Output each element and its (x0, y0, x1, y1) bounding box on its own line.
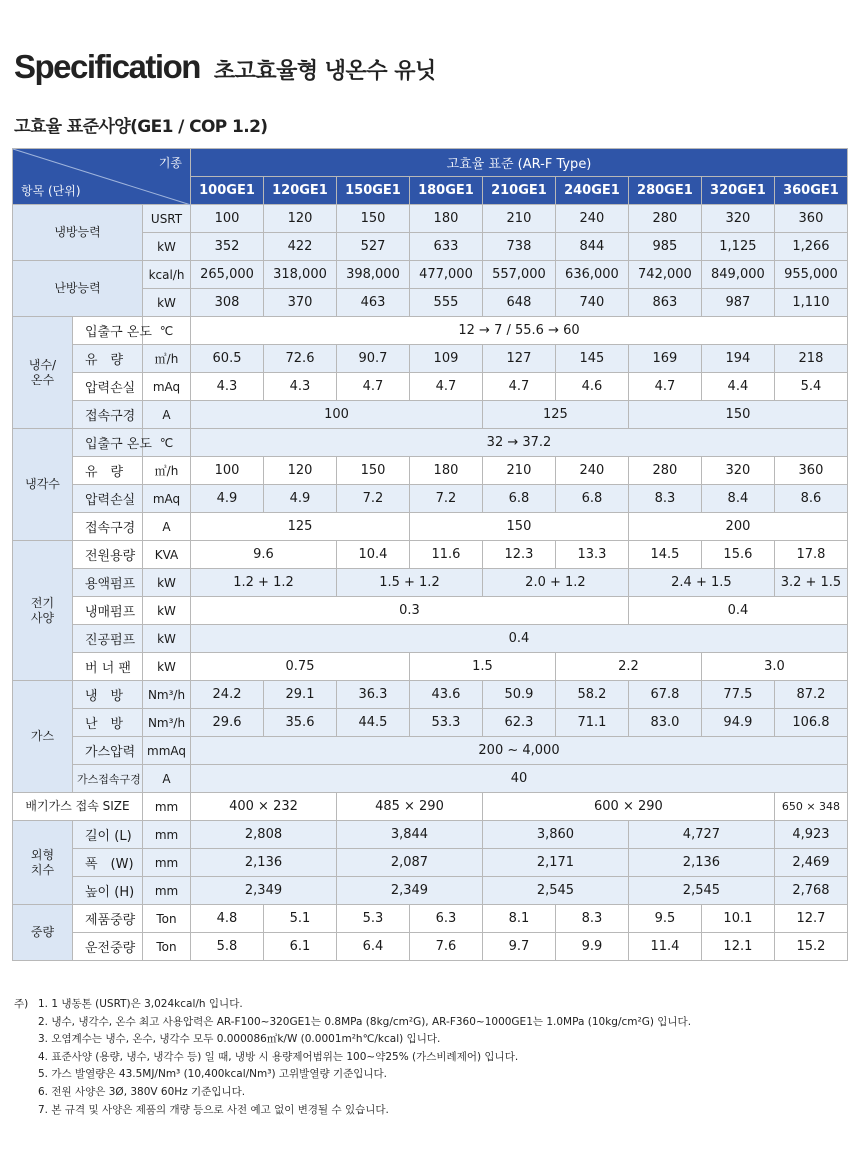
value-cell: 169 (628, 345, 701, 373)
chilled-conn-row (13, 401, 848, 429)
chilled-flow-row (13, 345, 848, 373)
cw-conn-row (13, 513, 848, 541)
value-cell: 100 (191, 457, 264, 485)
unit-cell: Nm³/h (143, 709, 191, 737)
cw-temp-row (13, 429, 848, 457)
value-cell: 87.2 (774, 681, 847, 709)
value-cell: 863 (628, 289, 701, 317)
unit-cell: kW (143, 625, 191, 653)
value-cell: 4.3 (191, 373, 264, 401)
value-cell: 1,266 (774, 233, 847, 261)
value-cell: 77.5 (701, 681, 774, 709)
cw-loss-row (13, 485, 848, 513)
value-cell: 4.7 (409, 373, 482, 401)
value-cell: 6.8 (482, 485, 555, 513)
footnote-list (38, 996, 691, 1119)
value-cell: 4.9 (191, 485, 264, 513)
row-name: 전원용량 (73, 541, 143, 569)
value-cell: 127 (482, 345, 555, 373)
row-name: 높이 (H) (73, 877, 143, 905)
unit-cell: mm (143, 793, 191, 821)
value-cell: 125 (191, 513, 410, 541)
value-cell: 4,923 (774, 821, 847, 849)
value-cell: 4.7 (336, 373, 409, 401)
footnote-item: 6. 전원 사양은 3Ø, 380V 60Hz 기준입니다. (38, 1085, 246, 1098)
electric-spec-label: 전기 사양 (13, 541, 73, 681)
unit-cell: Ton (143, 905, 191, 933)
value-cell: 8.1 (482, 905, 555, 933)
value-cell: 2,768 (774, 877, 847, 905)
value-cell: 14.5 (628, 541, 701, 569)
value-cell: 218 (774, 345, 847, 373)
footnote-item: 2. 냉수, 냉각수, 온수 최고 사용압력은 AR-F100~320GE1는 0.8MPa (8kg/cm²G), AR-F360~1000GE1는 1.0MPa (10kg/cm²G) 입니다. (38, 1015, 692, 1028)
value-cell: 2,171 (482, 849, 628, 877)
weight-label: 중량 (13, 905, 73, 961)
unit-cell: ㎥/h (143, 345, 191, 373)
value-cell: 2,087 (336, 849, 482, 877)
value-cell: 150 (336, 457, 409, 485)
value-cell: 985 (628, 233, 701, 261)
value-cell: 318,000 (264, 261, 337, 289)
value-cell: 422 (264, 233, 337, 261)
exhaust-row (13, 793, 848, 821)
value-cell: 60.5 (191, 345, 264, 373)
row-name: 난 방 (73, 709, 143, 737)
value-cell: 7.6 (409, 933, 482, 961)
value-cell: 360 (774, 457, 847, 485)
row-name: 가스접속구경 (73, 765, 143, 793)
unit-cell: kW (143, 569, 191, 597)
value-cell: 72.6 (264, 345, 337, 373)
value-cell: 15.2 (774, 933, 847, 961)
unit-cell: mAq (143, 485, 191, 513)
model-header: 280GE1 (628, 177, 701, 205)
value-cell: 11.4 (628, 933, 701, 961)
value-cell: 636,000 (555, 261, 628, 289)
type-header: 고효율 표준 (AR-F Type) (191, 149, 848, 177)
value-cell: 5.8 (191, 933, 264, 961)
value-cell: 7.2 (409, 485, 482, 513)
row-name: 압력손실 (73, 485, 143, 513)
section-subtitle: 고효율 표준사양(GE1 / COP 1.2) (14, 117, 268, 137)
value-cell: 36.3 (336, 681, 409, 709)
value-cell: 15.6 (701, 541, 774, 569)
value-cell: 1.5 (409, 653, 555, 681)
value-cell: 90.7 (336, 345, 409, 373)
unit-cell: A (143, 401, 191, 429)
value-cell: 557,000 (482, 261, 555, 289)
value-cell: 3.2 + 1.5 (774, 569, 847, 597)
value-cell: 849,000 (701, 261, 774, 289)
value-cell: 71.1 (555, 709, 628, 737)
value-cell: 109 (409, 345, 482, 373)
value-cell: 8.3 (555, 905, 628, 933)
value-cell: 2,545 (482, 877, 628, 905)
title-korean: 초고효율형 냉온수 유닛 (213, 59, 436, 84)
value-cell: 29.6 (191, 709, 264, 737)
value-cell: 352 (191, 233, 264, 261)
unit-cell: mm (143, 849, 191, 877)
value-cell: 94.9 (701, 709, 774, 737)
value-cell: 40 (191, 765, 848, 793)
value-cell: 3,844 (336, 821, 482, 849)
value-cell: 2.4 + 1.5 (628, 569, 774, 597)
row-name: 유 량 (73, 457, 143, 485)
unit-cell: kW (143, 653, 191, 681)
value-cell: 740 (555, 289, 628, 317)
exhaust-label: 배기가스 접속 SIZE (13, 793, 143, 821)
unit-cell: mm (143, 821, 191, 849)
value-cell: 2,349 (191, 877, 337, 905)
value-cell: 6.3 (409, 905, 482, 933)
value-cell: 12.7 (774, 905, 847, 933)
cooling-capacity-label: 냉방능력 (13, 205, 143, 261)
footnote-item: 7. 본 규격 및 사양은 제품의 개량 등으로 사전 예고 없이 변경될 수 있습니다. (38, 1103, 389, 1116)
value-cell: 1,125 (701, 233, 774, 261)
width-row (13, 849, 848, 877)
value-cell: 8.3 (628, 485, 701, 513)
value-cell: 1.2 + 1.2 (191, 569, 337, 597)
value-cell: 4.4 (701, 373, 774, 401)
unit-cell: kW (143, 233, 191, 261)
value-cell: 200 ~ 4,000 (191, 737, 848, 765)
value-cell: 370 (264, 289, 337, 317)
model-header: 360GE1 (774, 177, 847, 205)
title-english: Specification (14, 48, 200, 85)
value-cell: 83.0 (628, 709, 701, 737)
value-cell: 308 (191, 289, 264, 317)
gas-pressure-row (13, 737, 848, 765)
value-cell: 120 (264, 205, 337, 233)
value-cell: 150 (336, 205, 409, 233)
value-cell: 4.7 (482, 373, 555, 401)
value-cell: 2.2 (555, 653, 701, 681)
refrigerant-pump-row (13, 597, 848, 625)
heating-row-kcal (13, 261, 848, 289)
value-cell: 58.2 (555, 681, 628, 709)
row-name: 냉 방 (73, 681, 143, 709)
value-cell: 4.7 (628, 373, 701, 401)
value-cell: 43.6 (409, 681, 482, 709)
page-title (14, 48, 436, 86)
power-row (13, 541, 848, 569)
row-name: 길이 (L) (73, 821, 143, 849)
value-cell: 2,136 (191, 849, 337, 877)
value-cell: 35.6 (264, 709, 337, 737)
unit-cell: ℃ (143, 429, 191, 457)
value-cell: 2,545 (628, 877, 774, 905)
unit-cell: ㎥/h (143, 457, 191, 485)
value-cell: 0.3 (191, 597, 629, 625)
model-header: 150GE1 (336, 177, 409, 205)
row-name: 운전중량 (73, 933, 143, 961)
solution-pump-row (13, 569, 848, 597)
value-cell: 9.6 (191, 541, 337, 569)
value-cell: 4.3 (264, 373, 337, 401)
footnote-item: 1. 1 냉동톤 (USRT)은 3,024kcal/h 입니다. (38, 998, 243, 1010)
value-cell: 0.4 (191, 625, 848, 653)
cw-flow-row (13, 457, 848, 485)
value-cell: 2,136 (628, 849, 774, 877)
value-cell: 527 (336, 233, 409, 261)
value-cell: 650 × 348 (774, 793, 847, 821)
unit-cell: kcal/h (143, 261, 191, 289)
value-cell: 9.7 (482, 933, 555, 961)
unit-cell: kW (143, 289, 191, 317)
value-cell: 53.3 (409, 709, 482, 737)
model-label: 기종 (158, 156, 183, 170)
value-cell: 13.3 (555, 541, 628, 569)
value-cell: 67.8 (628, 681, 701, 709)
value-cell: 485 × 290 (336, 793, 482, 821)
gas-cooling-row (13, 681, 848, 709)
row-name: 접속구경 (73, 401, 143, 429)
footnote-lead: 주) (14, 998, 29, 1010)
value-cell: 180 (409, 205, 482, 233)
header-corner (13, 149, 191, 205)
footnote-item: 4. 표준사양 (용량, 냉수, 냉각수 등) 일 때, 냉방 시 용량제어범위는 100~약25% (가스비례제어) 입니다. (38, 1050, 519, 1063)
value-cell: 194 (701, 345, 774, 373)
value-cell: 633 (409, 233, 482, 261)
chilled-loss-row (13, 373, 848, 401)
value-cell: 0.75 (191, 653, 410, 681)
value-cell: 240 (555, 205, 628, 233)
chilled-temp-row (13, 317, 848, 345)
footnote-item: 3. 오염계수는 냉수, 온수, 냉각수 모두 0.000086㎡k/W (0.0001m²h℃/kcal) 입니다. (38, 1033, 441, 1046)
value-cell: 320 (701, 205, 774, 233)
unit-cell: mmAq (143, 737, 191, 765)
value-cell: 29.1 (264, 681, 337, 709)
value-cell: 100 (191, 401, 483, 429)
value-cell: 150 (409, 513, 628, 541)
value-cell: 5.1 (264, 905, 337, 933)
chilled-water-label: 냉수/ 온수 (13, 317, 73, 429)
value-cell: 280 (628, 205, 701, 233)
value-cell: 400 × 232 (191, 793, 337, 821)
unit-cell: USRT (143, 205, 191, 233)
row-name: 용액펌프 (73, 569, 143, 597)
value-cell: 280 (628, 457, 701, 485)
model-header: 240GE1 (555, 177, 628, 205)
header-row-1 (13, 149, 848, 177)
value-cell: 987 (701, 289, 774, 317)
value-cell: 200 (628, 513, 847, 541)
cooling-water-label: 냉각수 (13, 429, 73, 541)
value-cell: 44.5 (336, 709, 409, 737)
row-name: 냉매펌프 (73, 597, 143, 625)
value-cell: 1,110 (774, 289, 847, 317)
model-header: 120GE1 (264, 177, 337, 205)
value-cell: 2,469 (774, 849, 847, 877)
value-cell: 6.4 (336, 933, 409, 961)
unit-cell: mm (143, 877, 191, 905)
value-cell: 6.1 (264, 933, 337, 961)
value-cell: 600 × 290 (482, 793, 774, 821)
value-cell: 7.2 (336, 485, 409, 513)
cooling-row-usrt (13, 205, 848, 233)
value-cell: 320 (701, 457, 774, 485)
value-cell: 145 (555, 345, 628, 373)
unit-cell: A (143, 513, 191, 541)
value-cell: 62.3 (482, 709, 555, 737)
value-cell: 738 (482, 233, 555, 261)
value-cell: 10.4 (336, 541, 409, 569)
value-cell: 150 (628, 401, 847, 429)
length-row (13, 821, 848, 849)
value-cell: 360 (774, 205, 847, 233)
value-cell: 3,860 (482, 821, 628, 849)
value-cell: 9.9 (555, 933, 628, 961)
value-cell: 125 (482, 401, 628, 429)
value-cell: 50.9 (482, 681, 555, 709)
value-cell: 5.3 (336, 905, 409, 933)
value-cell: 2,808 (191, 821, 337, 849)
value-cell: 477,000 (409, 261, 482, 289)
row-name: 진공펌프 (73, 625, 143, 653)
value-cell: 4.9 (264, 485, 337, 513)
gas-conn-row (13, 765, 848, 793)
value-cell: 210 (482, 457, 555, 485)
value-cell: 4,727 (628, 821, 774, 849)
value-cell: 2.0 + 1.2 (482, 569, 628, 597)
row-name: 폭 (W) (73, 849, 143, 877)
model-header: 320GE1 (701, 177, 774, 205)
value-cell: 648 (482, 289, 555, 317)
value-cell: 6.8 (555, 485, 628, 513)
row-name: 압력손실 (73, 373, 143, 401)
value-cell: 11.6 (409, 541, 482, 569)
value-cell: 3.0 (701, 653, 847, 681)
model-header: 180GE1 (409, 177, 482, 205)
value-cell: 2,349 (336, 877, 482, 905)
value-cell: 120 (264, 457, 337, 485)
row-name: 버 너 팬 (73, 653, 143, 681)
value-cell: 8.6 (774, 485, 847, 513)
value-cell: 10.1 (701, 905, 774, 933)
dimensions-label: 외형 치수 (13, 821, 73, 905)
value-cell: 955,000 (774, 261, 847, 289)
gas-heating-row (13, 709, 848, 737)
value-cell: 180 (409, 457, 482, 485)
value-cell: 12.3 (482, 541, 555, 569)
row-name: 입출구 온도 (73, 317, 143, 345)
value-cell: 844 (555, 233, 628, 261)
value-cell: 100 (191, 205, 264, 233)
value-cell: 742,000 (628, 261, 701, 289)
row-name: 제품중량 (73, 905, 143, 933)
value-cell: 5.4 (774, 373, 847, 401)
value-cell: 8.4 (701, 485, 774, 513)
unit-cell: ℃ (143, 317, 191, 345)
unit-cell: mAq (143, 373, 191, 401)
unit-cell: A (143, 765, 191, 793)
value-cell: 265,000 (191, 261, 264, 289)
value-cell: 12.1 (701, 933, 774, 961)
value-cell: 17.8 (774, 541, 847, 569)
value-cell: 4.6 (555, 373, 628, 401)
value-cell: 240 (555, 457, 628, 485)
value-cell: 0.4 (628, 597, 847, 625)
burner-fan-row (13, 653, 848, 681)
value-cell: 32 → 37.2 (191, 429, 848, 457)
unit-cell: Ton (143, 933, 191, 961)
value-cell: 398,000 (336, 261, 409, 289)
row-name: 입출구 온도 (73, 429, 143, 457)
row-name: 접속구경 (73, 513, 143, 541)
model-header: 100GE1 (191, 177, 264, 205)
vacuum-pump-row (13, 625, 848, 653)
value-cell: 210 (482, 205, 555, 233)
row-name: 유 량 (73, 345, 143, 373)
spec-table (12, 148, 848, 961)
value-cell: 555 (409, 289, 482, 317)
value-cell: 12 → 7 / 55.6 → 60 (191, 317, 848, 345)
model-header: 210GE1 (482, 177, 555, 205)
item-label: 항목 (단위) (21, 184, 81, 198)
unit-cell: kW (143, 597, 191, 625)
unit-cell: KVA (143, 541, 191, 569)
product-weight-row (13, 905, 848, 933)
value-cell: 463 (336, 289, 409, 317)
gas-label: 가스 (13, 681, 73, 793)
unit-cell: Nm³/h (143, 681, 191, 709)
value-cell: 4.8 (191, 905, 264, 933)
height-row (13, 877, 848, 905)
value-cell: 1.5 + 1.2 (336, 569, 482, 597)
value-cell: 106.8 (774, 709, 847, 737)
value-cell: 24.2 (191, 681, 264, 709)
operating-weight-row (13, 933, 848, 961)
row-name: 가스압력 (73, 737, 143, 765)
heating-capacity-label: 난방능력 (13, 261, 143, 317)
footnote-item: 5. 가스 발열량은 43.5MJ/Nm³ (10,400kcal/Nm³) 고위발열량 기준입니다. (38, 1068, 388, 1081)
value-cell: 9.5 (628, 905, 701, 933)
